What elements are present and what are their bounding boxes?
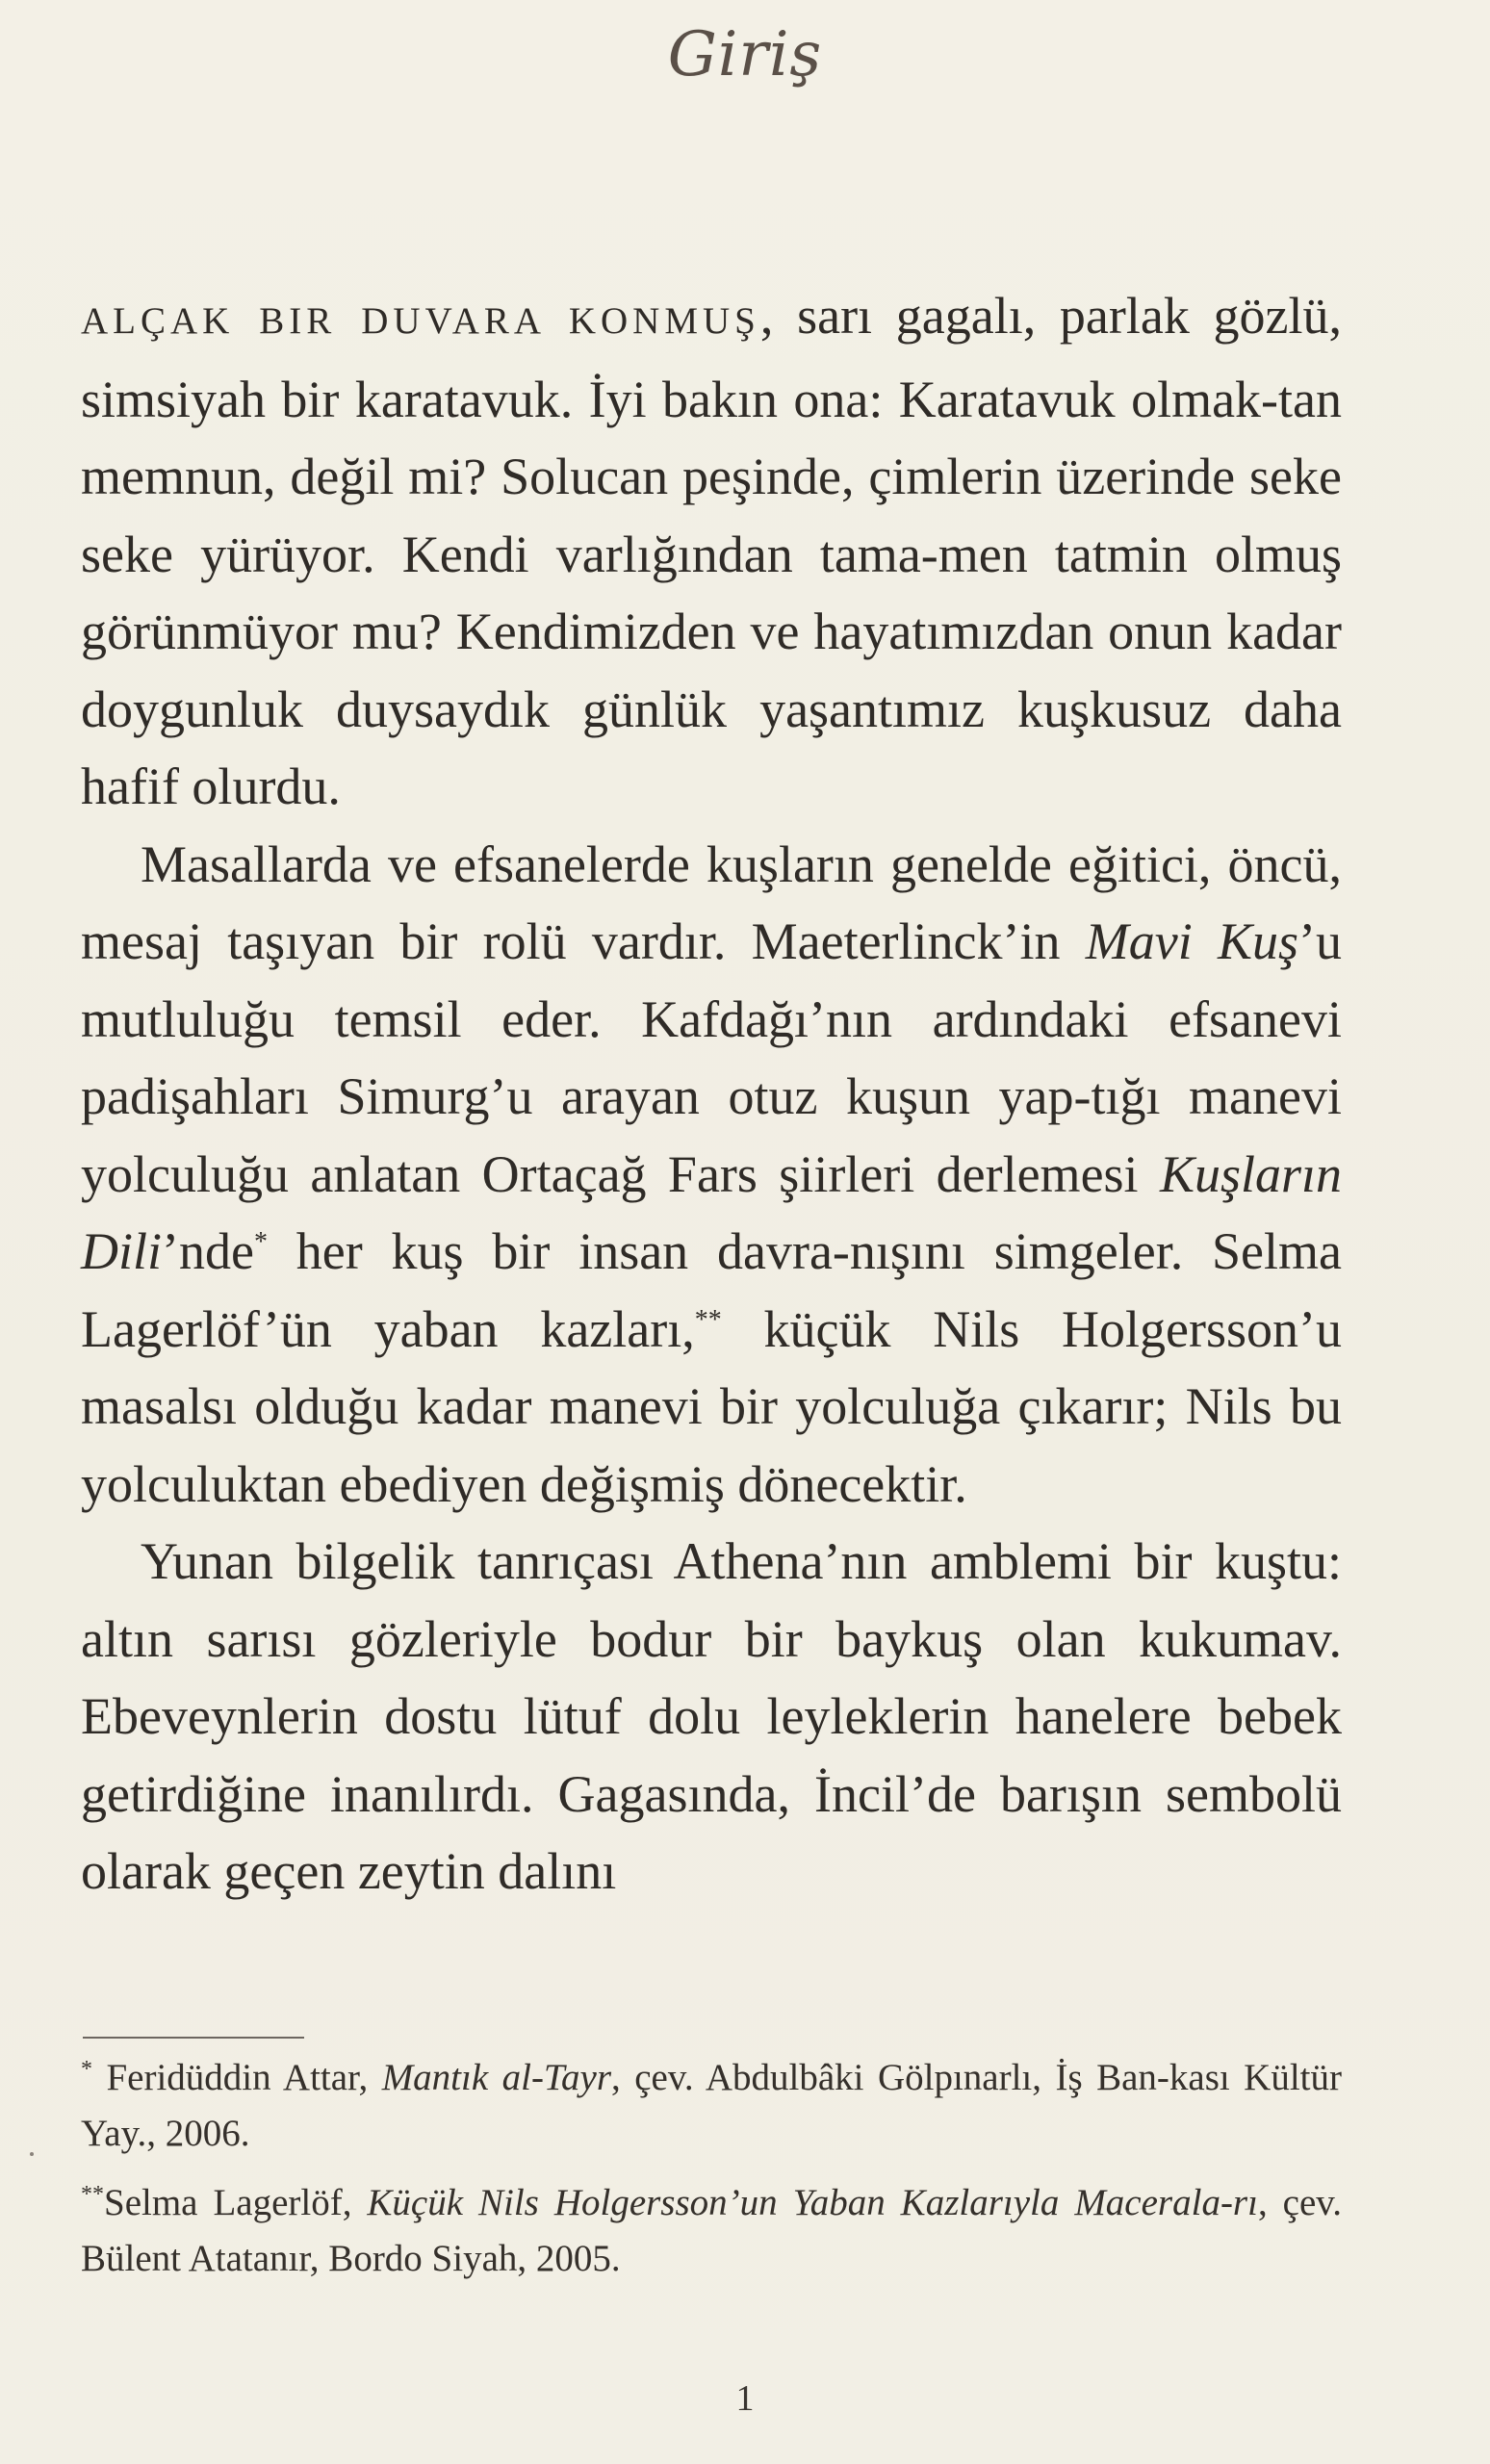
footnote-1 xyxy=(81,2050,1342,2162)
book-title-kuslarin-dili: Kuşların Dili xyxy=(81,1144,1342,1280)
paragraph-2-text-b: ’u mutluluğu temsil eder. Kafdağı’nın ardındaki efsanevi padişahları Simurg’u arayan otuz kuşun yap-​tığı manevi yolculuğu anlatan Ortaçağ Fars şiirleri derlemesi xyxy=(81,912,1342,1203)
paragraph-1-text: , sarı gagalı, parlak gözlü, simsiyah bir karatavuk. İyi bakın ona: Karatavuk olmak-​tan memnun, değil mi? Solucan peşinde, çimlerin üzerinde seke seke yürüyor. Kendi varlığından tama-​men tatmin olmuş görünmüyor mu? Kendimizden ve hayatımızdan onun kadar doygunluk duysaydık günlük yaşantımız kuşkusuz daha hafif olurdu. xyxy=(81,287,1342,815)
footnote-1-text-b: , çev. Abdulbâki Gölpınarlı, İş Ban-​kası Kültür Yay., 2006. xyxy=(81,2057,1342,2154)
footnote-2-mark: ** xyxy=(81,2182,104,2207)
footnote-2-title: Küçük Nils Holgersson’un Yaban Kazlarıyla Macerala-​rı xyxy=(367,2182,1258,2223)
paper-speck xyxy=(30,2152,34,2156)
paragraph-3-text: Yunan bilgelik tanrıçası Athena’nın amblemi bir kuştu: altın sarısı gözleriyle bodur bir baykuş olan kukumav. Ebeveynlerin dostu lütuf dolu leyleklerin hanelere bebek getirdiğine inanılırdı. Gagasında, İncil’de barışın sembolü olarak geçen zeytin dalını xyxy=(81,1532,1342,1900)
page-number: 1 xyxy=(735,2378,755,2419)
paragraph-1 xyxy=(81,277,1342,826)
footnote-2 xyxy=(81,2175,1342,2287)
footnote-2-text-a: Selma Lagerlöf, xyxy=(104,2182,368,2223)
chapter-title: Giriş xyxy=(667,19,823,90)
paragraph-3 xyxy=(81,1523,1342,1911)
paragraph-2-text-e: küçük Nils Holgersson’u masalsı olduğu kadar manevi bir yolculuğa çıkarır; Nils bu yolculuktan ebediyen değişmiş dönecektir. xyxy=(81,1299,1342,1513)
book-title-mavi-kus: Mavi Kuş xyxy=(1085,912,1299,970)
paragraph-2-text-c: ’nde xyxy=(162,1222,254,1280)
footnote-divider xyxy=(83,2037,304,2039)
paragraph-2-text-d: her kuş bir insan davra-​nışını simgeler. Selma Lagerlöf’ün yaban kazları, xyxy=(81,1222,1342,1358)
opening-smallcaps: ALÇAK BIR DUVARA KONMUŞ xyxy=(81,300,760,342)
footnote-ref-2[interactable]: ** xyxy=(694,1304,722,1335)
footnote-ref-1[interactable]: * xyxy=(253,1227,268,1257)
footnote-1-text-a: Feridüddin Attar, xyxy=(92,2057,382,2098)
footnote-1-mark: * xyxy=(81,2057,92,2082)
footnote-1-title: Mantık al-Tayr xyxy=(381,2057,612,2098)
main-text xyxy=(81,277,1342,1911)
footnotes xyxy=(81,2050,1342,2300)
paragraph-2-text-a: Masallarda ve efsanelerde kuşların genelde eğitici, öncü, mesaj taşıyan bir rolü vardır. Maeterlinck’in xyxy=(81,834,1342,970)
paragraph-2 xyxy=(81,826,1342,1524)
footnote-2-text-b: , çev. Bülent Atatanır, Bordo Siyah, 2005. xyxy=(81,2182,1342,2279)
